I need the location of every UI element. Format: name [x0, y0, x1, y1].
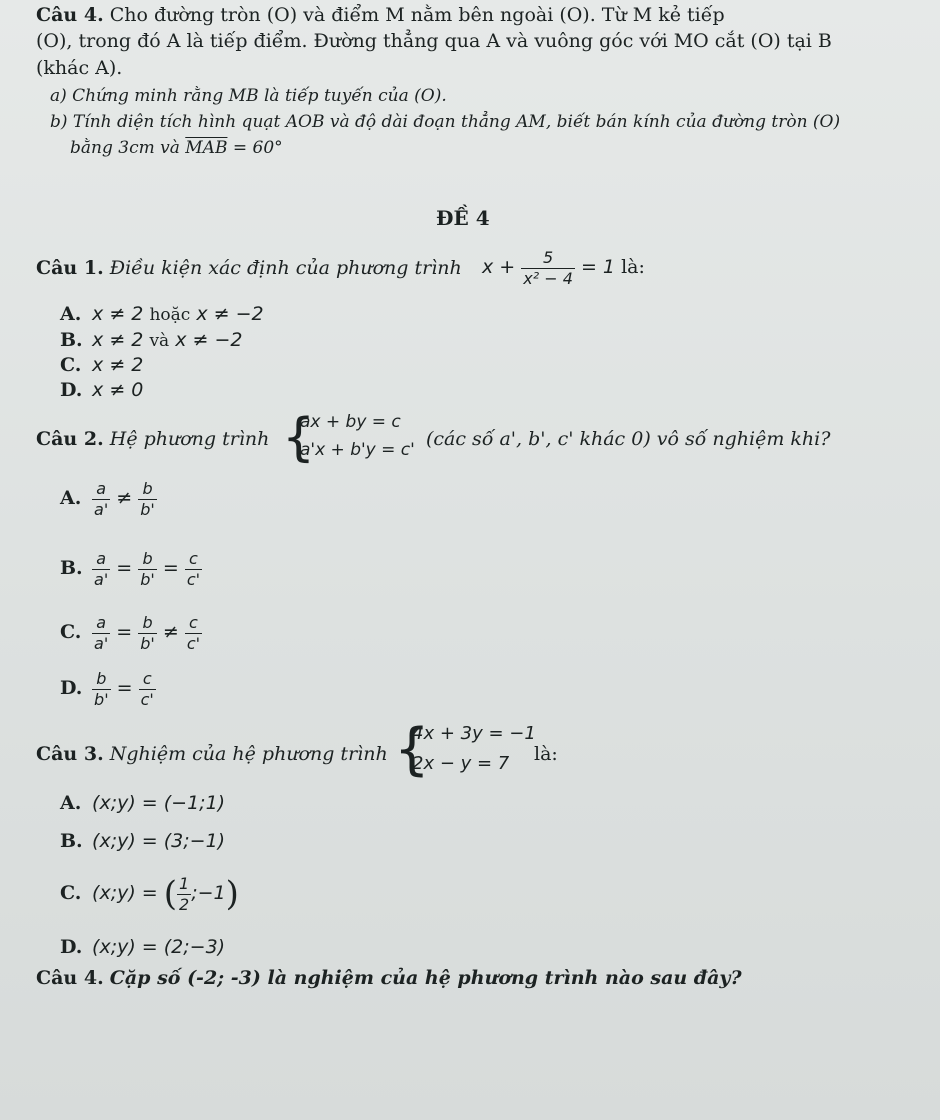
q2-eq1: ax + by = c	[300, 412, 401, 432]
q2-b-f3d: c'	[186, 569, 201, 589]
header-question-line3: (khác A).	[36, 57, 123, 79]
q1-option-d-label: D.	[60, 379, 83, 401]
q2-option-a-label: A.	[60, 487, 82, 509]
header-part-b-text: bằng 3cm và	[70, 138, 180, 158]
q3-option-b-label: B.	[60, 830, 83, 852]
q2-label: Câu 2.	[36, 428, 104, 450]
q4-text: Cặp số (-2; -3) là nghiệm của hệ phương trình nào sau đây?	[109, 967, 742, 989]
q1-equation	[482, 244, 645, 290]
q3-c-left-paren: (	[163, 874, 178, 914]
q4-stem	[36, 966, 742, 990]
q2-option-a[interactable]	[60, 474, 157, 522]
header-part-a: a) Chứng minh rằng MB là tiếp tuyến của (O).	[50, 86, 447, 106]
q2-b-frac1	[92, 549, 110, 590]
q1-option-c-label: C.	[60, 354, 82, 376]
q3-c-right-paren: )	[225, 874, 239, 914]
q2-option-b-label: B.	[60, 557, 83, 579]
q3-option-c-label: C.	[60, 882, 82, 904]
q3-system-brace: {	[394, 717, 430, 782]
q2-a-f1d: a'	[94, 499, 109, 519]
q2-stem	[36, 427, 269, 451]
q2-b-f1d: a'	[94, 569, 109, 589]
q2-c-f2d: b'	[140, 633, 155, 653]
q2-b-op2: =	[162, 557, 179, 579]
q2-d-frac2	[139, 669, 156, 710]
q3-option-a-label: A.	[60, 792, 82, 814]
q1-option-d-text: x ≠ 0	[92, 379, 144, 401]
q2-c-f1n: a	[92, 613, 110, 634]
q3-option-c[interactable]	[60, 868, 239, 919]
q2-c-f3n: c	[185, 613, 202, 634]
q2-a-op1: ≠	[116, 487, 133, 509]
q3-ending: là:	[534, 743, 558, 765]
q2-a-f2n: b	[138, 479, 157, 500]
header-question-line2: (O), trong đó A là tiếp điểm. Đường thẳng qua A và vuông góc với MO cắt (O) tại B	[36, 30, 832, 52]
q2-b-f2n: b	[138, 549, 157, 570]
q2-c-f1d: a'	[94, 633, 109, 653]
q2-b-f2d: b'	[140, 569, 155, 589]
q3-stem	[36, 742, 388, 766]
q2-condition: (các số a', b', c' khác 0) vô số nghiệm khi?	[426, 428, 831, 450]
q1-label: Câu 1.	[36, 257, 104, 279]
q3-option-d-text: (x;y) = (2;−3)	[92, 936, 226, 958]
q1-option-b-text2: x ≠ −2	[175, 329, 243, 351]
angle-mab: $\overline{MAB}$	[185, 138, 228, 158]
q2-c-op2: ≠	[162, 621, 179, 643]
q2-c-f2n: b	[138, 613, 157, 634]
q1-frac-den: x² − 4	[523, 268, 573, 288]
q3-option-d-label: D.	[60, 936, 83, 958]
q2-option-d[interactable]	[60, 664, 156, 712]
q2-c-frac2	[138, 613, 157, 654]
q3-c-frac-den: 2	[179, 894, 190, 914]
header-part-b-line2	[70, 136, 283, 160]
q1-option-a[interactable]	[60, 302, 264, 327]
q2-a-f1n: a	[92, 479, 110, 500]
header-question-text-1: Cho đường tròn (O) và điểm M nằm bên ngoài (O). Từ M kẻ tiếp	[109, 4, 725, 26]
q3-label: Câu 3.	[36, 743, 104, 765]
q3-option-a[interactable]	[60, 791, 225, 815]
q1-option-b-text: x ≠ 2	[92, 329, 144, 351]
q1-option-b-mid: và	[149, 331, 170, 351]
q1-option-c-text: x ≠ 2	[92, 354, 144, 376]
header-question-label: Câu 4.	[36, 4, 104, 26]
q1-eq-prefix: x +	[482, 256, 516, 278]
q1-option-a-text2: x ≠ −2	[196, 303, 264, 325]
q1-option-a-text: x ≠ 2	[92, 303, 144, 325]
q2-c-op1: =	[116, 621, 133, 643]
q3-text: Nghiệm của hệ phương trình	[109, 743, 388, 765]
q2-eq2: a'x + b'y = c'	[300, 440, 415, 460]
q1-option-c[interactable]	[60, 353, 143, 377]
q2-b-frac3	[185, 549, 202, 590]
q3-option-b-text: (x;y) = (3;−1)	[92, 830, 226, 852]
q3-eq2: 2x − y = 7	[412, 753, 510, 774]
q1-eq-suffix: = 1	[580, 256, 616, 278]
section-title: ĐỀ 4	[436, 206, 490, 230]
q2-c-frac3	[185, 613, 202, 654]
q2-d-f1d: b'	[94, 689, 109, 709]
q2-b-f3n: c	[185, 549, 202, 570]
q1-option-b-label: B.	[60, 329, 83, 351]
q2-option-c[interactable]	[60, 608, 202, 656]
q1-ending: là:	[621, 256, 645, 278]
q2-option-b[interactable]	[60, 544, 202, 592]
q2-a-f2d: b'	[140, 499, 155, 519]
q3-option-d[interactable]	[60, 935, 225, 959]
q2-d-frac1	[92, 669, 111, 710]
q2-b-frac2	[138, 549, 157, 590]
q1-option-a-label: A.	[60, 303, 82, 325]
q2-option-c-label: C.	[60, 621, 82, 643]
q1-option-b[interactable]	[60, 328, 243, 353]
q1-frac-num: 5	[521, 248, 575, 269]
q2-option-d-label: D.	[60, 677, 83, 699]
q2-d-f2n: c	[139, 669, 156, 690]
q3-option-c-prefix: (x;y) =	[92, 882, 158, 904]
q1-option-a-mid: hoặc	[149, 305, 191, 325]
q2-a-frac1	[92, 479, 110, 520]
q3-c-frac-num: 1	[179, 873, 190, 893]
q1-fraction	[521, 248, 575, 289]
q3-c-suffix: ;−1	[191, 882, 226, 904]
q4-label: Câu 4.	[36, 967, 104, 989]
header-part-b-line1: b) Tính diện tích hình quạt AOB và độ dài đoạn thẳng AM, biết bán kính của đường tròn (O)	[50, 112, 841, 132]
q3-eq1: 4x + 3y = −1	[412, 723, 536, 744]
q2-system-brace: {	[282, 408, 316, 468]
q3-option-b[interactable]	[60, 829, 225, 853]
q3-c-fraction	[177, 874, 191, 915]
q2-b-op1: =	[116, 557, 133, 579]
q2-b-f1n: a	[92, 549, 110, 570]
q2-d-op1: =	[116, 677, 133, 699]
q2-c-frac1	[92, 613, 110, 654]
q1-stem	[36, 256, 462, 280]
header-question-line1	[36, 3, 725, 27]
q3-option-a-text: (x;y) = (−1;1)	[92, 792, 226, 814]
q2-c-f3d: c'	[186, 633, 201, 653]
q2-text: Hệ phương trình	[109, 428, 270, 450]
q1-text: Điều kiện xác định của phương trình	[109, 257, 462, 279]
q1-option-d[interactable]	[60, 378, 143, 402]
q2-a-frac2	[138, 479, 157, 520]
angle-mab-value: = 60°	[232, 138, 283, 158]
q2-d-f1n: b	[92, 669, 111, 690]
q2-d-f2d: c'	[140, 689, 154, 709]
